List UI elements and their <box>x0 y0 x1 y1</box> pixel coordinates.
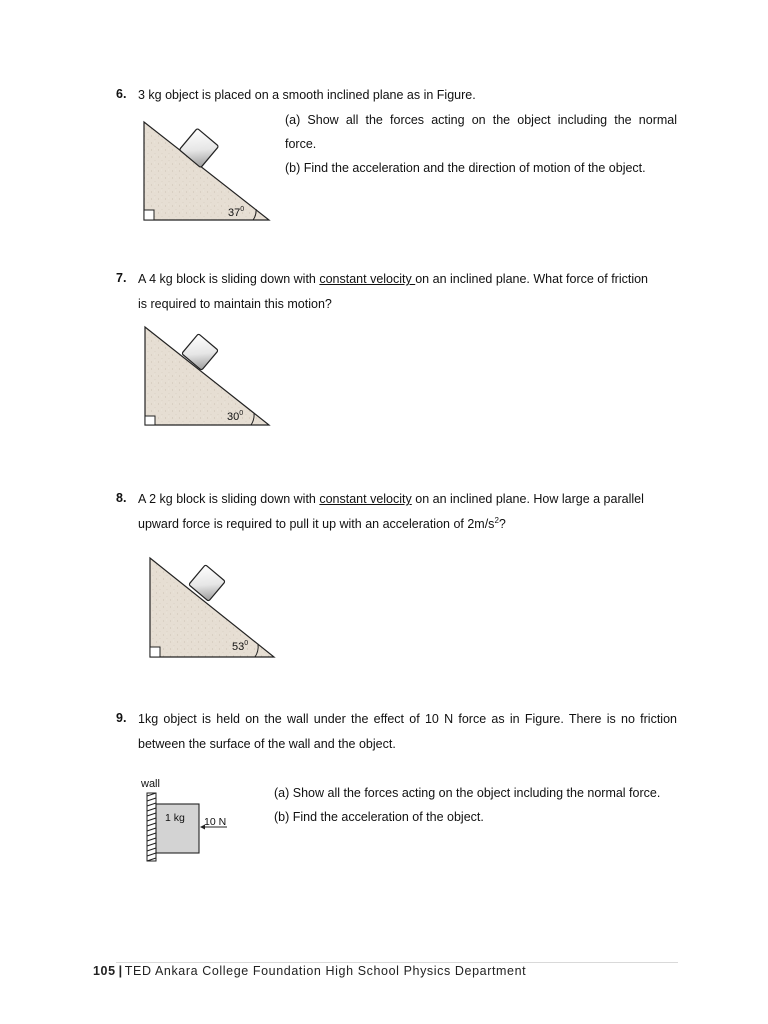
page-number: 105 <box>93 964 116 978</box>
angle-label: $30^0$ <box>227 410 244 423</box>
wall-figure <box>140 774 245 866</box>
question-7-line1 <box>138 271 648 287</box>
question-6-part-a-line1: (a) Show all the forces acting on the object including the normal <box>285 113 677 127</box>
question-6-number: 6. <box>116 87 127 101</box>
right-angle-marker <box>144 210 154 220</box>
question-8-line2-text: upward force is required to pull it up with an acceleration of 2m/s <box>138 517 495 531</box>
page-footer <box>93 964 526 978</box>
question-8-line1 <box>138 491 644 507</box>
question-7-line2: is required to maintain this motion? <box>138 297 332 311</box>
angle-label: $53^0$ <box>232 640 249 653</box>
right-angle-marker <box>145 416 155 425</box>
incline-figure-53 <box>148 556 278 660</box>
incline-figure-37 <box>143 120 273 224</box>
question-8-number: 8. <box>116 491 127 505</box>
question-7-text-before: A 4 kg block is sliding down with <box>138 272 320 286</box>
question-6-part-b: (b) Find the acceleration and the direction of motion of the object. <box>285 161 646 175</box>
force-label: 10 N <box>204 816 227 828</box>
angle-label: $37^0$ <box>228 206 245 219</box>
footer-text: TED Ankara College Foundation High School Physics Department <box>124 964 527 978</box>
question-8-underlined: constant velocity <box>319 492 412 506</box>
footer-separator: | <box>118 964 123 978</box>
question-6-part-a-line2: force. <box>285 137 317 151</box>
question-8-line2-end: ? <box>498 517 506 531</box>
question-9-part-b: (b) Find the acceleration of the object. <box>274 810 484 824</box>
question-7-text-after: on an inclined plane. What force of friction <box>415 272 649 286</box>
wall-label: wall <box>141 778 160 790</box>
mass-label: 1 kg <box>165 812 185 824</box>
incline-figure-30 <box>143 325 273 429</box>
question-6-stem: 3 kg object is placed on a smooth inclined plane as in Figure. <box>138 88 476 102</box>
right-angle-marker <box>150 647 160 657</box>
question-9-part-a: (a) Show all the forces acting on the object including the normal force. <box>274 786 661 800</box>
question-7-underlined: constant velocity <box>319 272 416 286</box>
question-9-line2: between the surface of the wall and the object. <box>138 737 396 751</box>
question-7-number: 7. <box>116 271 127 285</box>
footer-divider <box>116 962 678 963</box>
question-8-exponent: 2 <box>494 515 499 525</box>
question-8-line2 <box>138 516 506 532</box>
question-9-line1: 1kg object is held on the wall under the effect of 10 N force as in Figure. There is no friction <box>138 712 677 726</box>
question-8-text-before: A 2 kg block is sliding down with <box>138 492 320 506</box>
question-9-number: 9. <box>116 711 127 725</box>
question-8-text-after: on an inclined plane. How large a parallel <box>411 492 644 506</box>
